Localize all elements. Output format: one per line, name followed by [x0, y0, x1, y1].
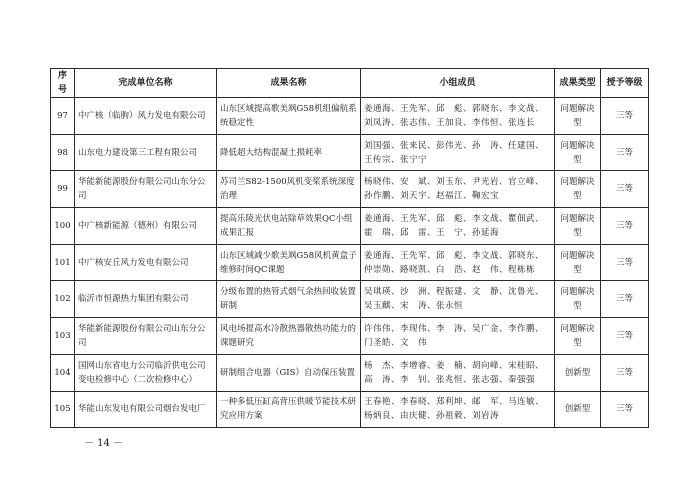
cell-grade: 三等	[601, 171, 649, 208]
cell-unit: 山东电力建设第三工程有限公司	[75, 134, 217, 171]
cell-unit: 中广核新能源（德州）有限公司	[75, 208, 217, 245]
cell-no: 97	[51, 98, 75, 135]
cell-members: 姜通海、王先军、邱 彪、李文战、瞿佃武、霍 瑞、邱 雷、王 宁、孙延海	[361, 208, 555, 245]
cell-type: 问题解决型	[555, 318, 601, 355]
cell-members: 杨 杰、李增睿、姜 楠、胡向峰、宋桂昭、高 涛、李 钊、张兆恒、张志强、秦强强	[361, 354, 555, 391]
cell-type: 问题解决型	[555, 134, 601, 171]
cell-title: 苏司兰S82-1500风机变桨系统深度治理	[217, 171, 361, 208]
cell-unit: 临沂市恒源热力集团有限公司	[75, 281, 217, 318]
header-no: 序号	[51, 69, 75, 98]
cell-unit: 中广核安丘风力发电有限公司	[75, 244, 217, 281]
table-row	[51, 318, 649, 355]
cell-grade: 三等	[601, 98, 649, 135]
cell-type: 问题解决型	[555, 281, 601, 318]
cell-unit: 华能新能源股份有限公司山东分公司	[75, 318, 217, 355]
cell-no: 101	[51, 244, 75, 281]
table-row	[51, 134, 649, 171]
table-row	[51, 391, 649, 428]
header-grade: 授予等级	[601, 69, 649, 98]
table-row	[51, 244, 649, 281]
cell-members: 姜通海、王先军、邱 彪、李文战、郭晓东、仲崇勋、路晓凯、白 浩、赵 伟、程栋栋	[361, 244, 555, 281]
cell-no: 104	[51, 354, 75, 391]
cell-title: 分级布置的热管式烟气余热回收装置研制	[217, 281, 361, 318]
cell-grade: 三等	[601, 391, 649, 428]
cell-title: 风电场提高水冷散热器散热功能力的课题研究	[217, 318, 361, 355]
cell-no: 103	[51, 318, 75, 355]
cell-members: 吴琪瑛、沙 洲、程振建、文 静、沈鲁光、吴玉麒、宋 涛、张永恒	[361, 281, 555, 318]
page-number: － 14 －	[84, 438, 124, 449]
cell-unit: 中广核（临朐）风力发电有限公司	[75, 98, 217, 135]
table-header-row	[51, 69, 649, 98]
cell-title: 一种多低压缸高背压供暖节能技术研究应用方案	[217, 391, 361, 428]
cell-type: 问题解决型	[555, 171, 601, 208]
cell-grade: 三等	[601, 244, 649, 281]
awards-table	[50, 68, 649, 428]
cell-grade: 三等	[601, 134, 649, 171]
table-row	[51, 354, 649, 391]
cell-title: 山东区域减少歌美飒G58风机黄盒子维修时间QC课题	[217, 244, 361, 281]
cell-title: 研制组合电器（GIS）自动保压装置	[217, 354, 361, 391]
cell-no: 102	[51, 281, 75, 318]
table-row	[51, 281, 649, 318]
cell-grade: 三等	[601, 318, 649, 355]
cell-members: 王春艳、李春晓、郑利坤、邮 军、马连敏、杨炳良、由庆健、孙祖毅、刘岩涛	[361, 391, 555, 428]
cell-title: 降低超大结构混凝土损耗率	[217, 134, 361, 171]
cell-title: 山东区域提高歌美飒G58机组偏航系统稳定性	[217, 98, 361, 135]
cell-unit: 国网山东省电力公司临沂供电公司变电检修中心（二次检修中心）	[75, 354, 217, 391]
cell-unit: 华能新能源股份有限公司山东分公司	[75, 171, 217, 208]
cell-no: 105	[51, 391, 75, 428]
cell-grade: 三等	[601, 281, 649, 318]
cell-type: 问题解决型	[555, 98, 601, 135]
table-row	[51, 171, 649, 208]
cell-members: 刘国强、张来民、彭伟光、孙 涛、任建国、王传宗、张宁宁	[361, 134, 555, 171]
table-row	[51, 208, 649, 245]
header-title: 成果名称	[217, 69, 361, 98]
cell-type: 问题解决型	[555, 208, 601, 245]
cell-members: 姜通海、王先军、邱 彪、郭晓东、李文战、刘凤涛、张志伟、王加良、李伟恒、张连长	[361, 98, 555, 135]
header-unit: 完成单位名称	[75, 69, 217, 98]
cell-members: 许伟伟、李现伟、李 涛、吴广金、李作鹏、门圣皓、文 伟	[361, 318, 555, 355]
cell-type: 创新型	[555, 354, 601, 391]
cell-no: 100	[51, 208, 75, 245]
cell-no: 98	[51, 134, 75, 171]
table-row	[51, 98, 649, 135]
header-type: 成果类型	[555, 69, 601, 98]
cell-no: 99	[51, 171, 75, 208]
cell-members: 杨晓伟、安 斌、刘玉东、尹光岩、官立峰、孙作鹏、刘天宇、赵福江、鞠宏宝	[361, 171, 555, 208]
header-members: 小组成员	[361, 69, 555, 98]
cell-title: 提高乐陵光伏电站除草效果QC小组成果汇报	[217, 208, 361, 245]
cell-grade: 三等	[601, 208, 649, 245]
cell-grade: 三等	[601, 354, 649, 391]
cell-unit: 华能山东发电有限公司烟台发电厂	[75, 391, 217, 428]
cell-type: 创新型	[555, 391, 601, 428]
cell-type: 问题解决型	[555, 244, 601, 281]
